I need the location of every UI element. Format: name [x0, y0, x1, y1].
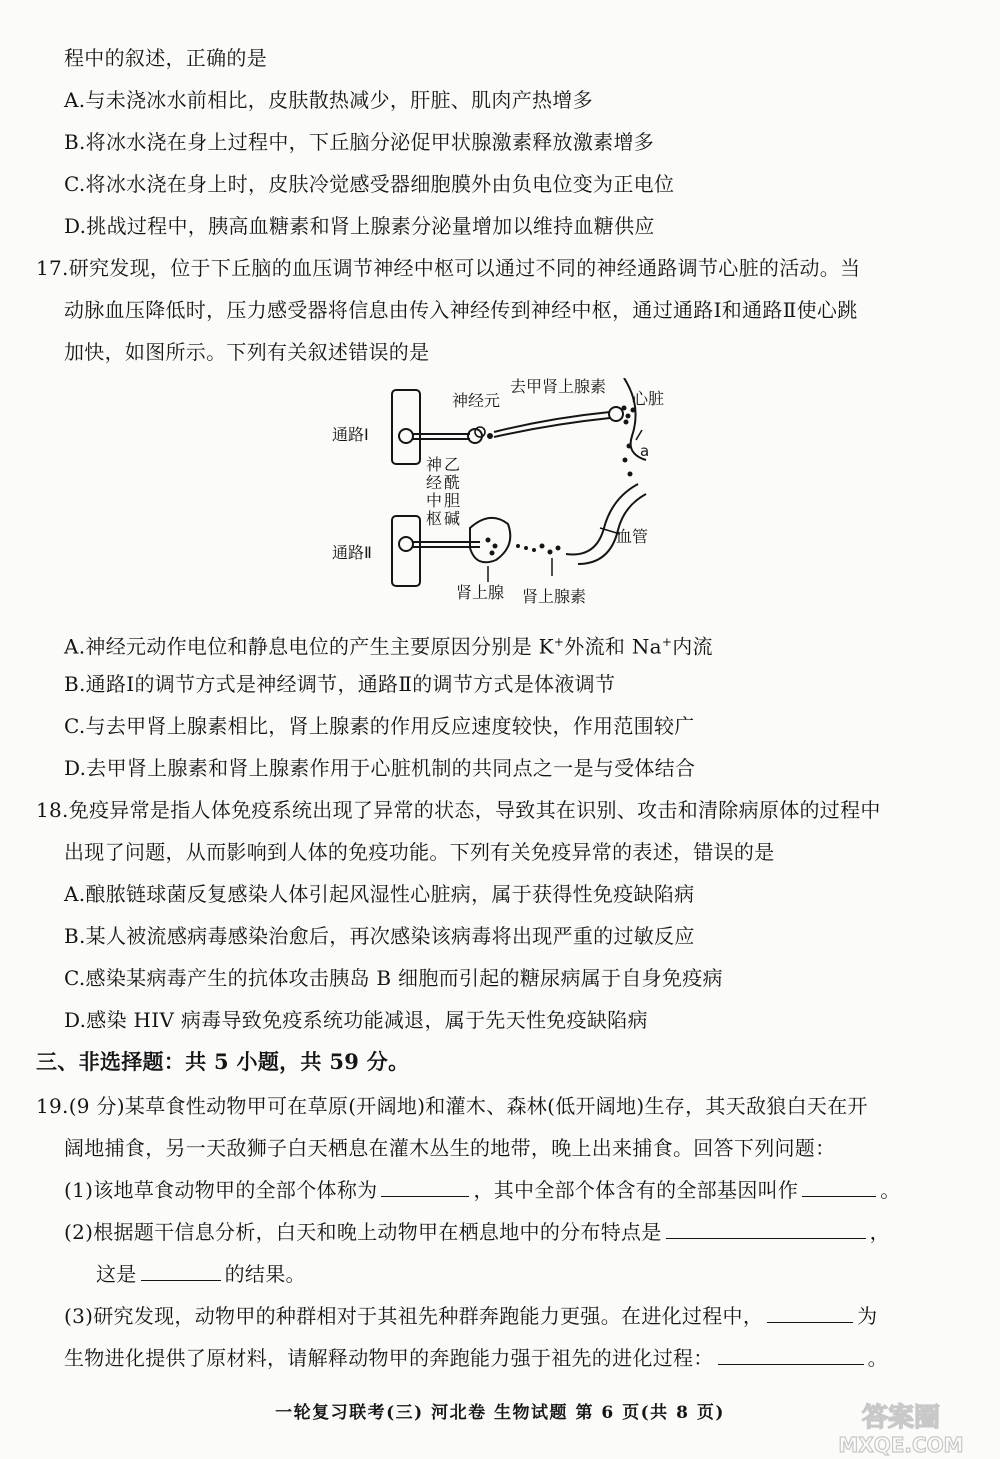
q18-option-c: C.感染某病毒产生的抗体攻击胰岛 B 细胞而引起的糖尿病属于自身免疫病: [64, 966, 723, 990]
q19-1-text-c: 。: [880, 1178, 901, 1202]
q18-option-b: B.某人被流感病毒感染治愈后，再次感染该病毒将出现严重的过敏反应: [64, 924, 695, 948]
ach-col2-0: 乙: [444, 455, 461, 474]
q18-stem-line2: 出现了问题，从而影响到人体的免疫功能。下列有关免疫异常的表述，错误的是: [64, 840, 775, 864]
ach-col1-2: 中: [426, 491, 443, 510]
ach-col1-3: 枢: [426, 509, 443, 528]
q19-3-text-b: 为: [857, 1304, 878, 1328]
q18-option-d: D.感染 HIV 病毒导致免疫系统功能减退，属于先天性免疫缺陷病: [64, 1008, 648, 1032]
ach-col2-2: 胆: [444, 491, 461, 510]
nerve-center-box-1: [392, 390, 420, 464]
postganglionic-axon: [494, 412, 610, 437]
q19-2-text-b: ，: [869, 1220, 890, 1244]
answer-blank-6[interactable]: [718, 1344, 864, 1365]
q16-option-d: D.挑战过程中，胰高血糖素和肾上腺素分泌量增加以维持血糖供应: [64, 214, 655, 238]
page-footer: 一轮复习联考(三) 河北卷 生物试题 第 6 页(共 8 页): [275, 1403, 725, 1423]
q19-3-text-a: (3)研究发现，动物甲的种群相对于其祖先种群奔跑能力更强。在进化过程中，: [64, 1304, 764, 1328]
epinephrine-release-dots: [486, 538, 561, 556]
q19-part-2-line2: [96, 1260, 306, 1288]
norepinephrine-label: 去甲肾上腺素: [510, 378, 607, 396]
ach-col1-1: 经: [426, 473, 443, 492]
q17-option-a: [64, 628, 713, 661]
blood-vessel: [566, 484, 649, 564]
q19-part-1: [64, 1176, 901, 1204]
q17-option-a-part2: 外流和 Na: [564, 634, 662, 659]
answer-blank-5[interactable]: [767, 1302, 853, 1323]
q19-2-text-d: 的结果。: [224, 1262, 306, 1286]
q17-stem-line3: 加快，如图所示。下列有关叙述错误的是: [64, 340, 430, 364]
q19-part-3-line1: [64, 1302, 877, 1330]
ach-vesicle: [487, 433, 493, 439]
q17-option-a-part3: 内流: [672, 634, 713, 659]
q19-2-text-c: 这是: [96, 1262, 137, 1286]
q17-option-a-part1: A.神经元动作电位和静息电位的产生主要原因分别是 K: [64, 634, 554, 659]
neuron-body-1: [399, 429, 413, 443]
q19-1-text-b: ，其中全部个体含有的全部基因叫作: [473, 1178, 799, 1202]
q19-stem-line2: 阔地捕食，另一天敌狮子白天栖息在灌木丛生的地带，晚上出来捕食。回答下列问题：: [64, 1136, 836, 1160]
q17-option-c: C.与去甲肾上腺素相比，肾上腺素的作用反应速度较快，作用范围较广: [64, 714, 695, 738]
watermark-bottom-text: MXQE.COM: [838, 1433, 964, 1456]
adrenal-gland-label: 肾上腺: [456, 583, 505, 602]
neuron-label: 神经元: [452, 391, 501, 410]
na-superscript: +: [661, 635, 673, 649]
q19-2-text-a: (2)根据题干信息分析，白天和晚上动物甲在栖息地中的分布特点是: [64, 1220, 662, 1244]
q19-1-text-a: (1)该地草食动物甲的全部个体称为: [64, 1178, 378, 1202]
answer-blank-2[interactable]: [802, 1176, 876, 1197]
ach-col2-1: 酰: [444, 473, 461, 492]
answer-blank-3[interactable]: [666, 1218, 866, 1239]
q19-part-3-line2: [64, 1344, 888, 1372]
neuron-body-2: [399, 537, 413, 551]
heart-regulation-diagram: [320, 378, 680, 618]
epinephrine-label: 肾上腺素: [522, 587, 587, 606]
ach-col2-3: 碱: [444, 509, 461, 528]
nerve-ending: [609, 407, 623, 421]
section-3-heading: 三、非选择题：共 5 小题，共 59 分。: [36, 1049, 410, 1074]
path-2-label: 通路Ⅱ: [332, 543, 372, 562]
label-a-pointer: [636, 430, 642, 440]
q17-stem-line1: 17.研究发现，位于下丘脑的血压调节神经中枢可以通过不同的神经通路调节心脏的活动。当: [36, 256, 861, 280]
q17-option-b: B.通路Ⅰ的调节方式是神经调节，通路Ⅱ的调节方式是体液调节: [64, 672, 616, 696]
q19-3-text-c: 生物进化提供了原材料，请解释动物甲的奔跑能力强于祖先的进化过程：: [64, 1346, 714, 1370]
q19-3-text-d: 。: [867, 1346, 888, 1370]
watermark-top-text: 答案圈: [861, 1403, 941, 1433]
q17-option-d: D.去甲肾上腺素和肾上腺素作用于心脏机制的共同点之一是与受体结合: [64, 756, 696, 780]
ach-col1-0: 神: [426, 455, 443, 474]
k-superscript: +: [553, 635, 565, 649]
vessel-label: 血管: [616, 527, 649, 546]
q18-option-a: A.酿脓链球菌反复感染人体引起风湿性心脏病，属于获得性免疫缺陷病: [64, 882, 695, 906]
path-1-label: 通路Ⅰ: [332, 425, 369, 444]
watermark-logo: [816, 1400, 986, 1456]
q17-stem-line2: 动脉血压降低时，压力感受器将信息由传入神经传到神经中枢，通过通路Ⅰ和通路Ⅱ使心跳: [64, 298, 858, 322]
heart-label: 心脏: [632, 389, 665, 408]
preganglionic-axon-1: [413, 434, 470, 439]
label-a: a: [640, 442, 650, 460]
q16-option-a: A.与未浇冰水前相比，皮肤散热减少，肝脏、肌肉产热增多: [64, 88, 593, 112]
q19-part-2-line1: [64, 1218, 890, 1246]
answer-blank-4[interactable]: [141, 1260, 221, 1281]
q16-stem-end: 程中的叙述，正确的是: [64, 46, 267, 70]
q16-option-b: B.将冰水浇在身上过程中，下丘脑分泌促甲状腺激素释放激素增多: [64, 130, 655, 154]
q18-stem-line1: 18.免疫异常是指人体免疫系统出现了异常的状态，导致其在识别、攻击和清除病原体的过程中: [36, 798, 881, 822]
q19-stem-line1: 19.(9 分)某草食性动物甲可在草原(开阔地)和灌木、森林(低开阔地)生存，其天敌狼白天在开: [36, 1094, 868, 1118]
answer-blank-1[interactable]: [381, 1176, 469, 1197]
q16-option-c: C.将冰水浇在身上时，皮肤冷觉感受器细胞膜外由负电位变为正电位: [64, 172, 675, 196]
